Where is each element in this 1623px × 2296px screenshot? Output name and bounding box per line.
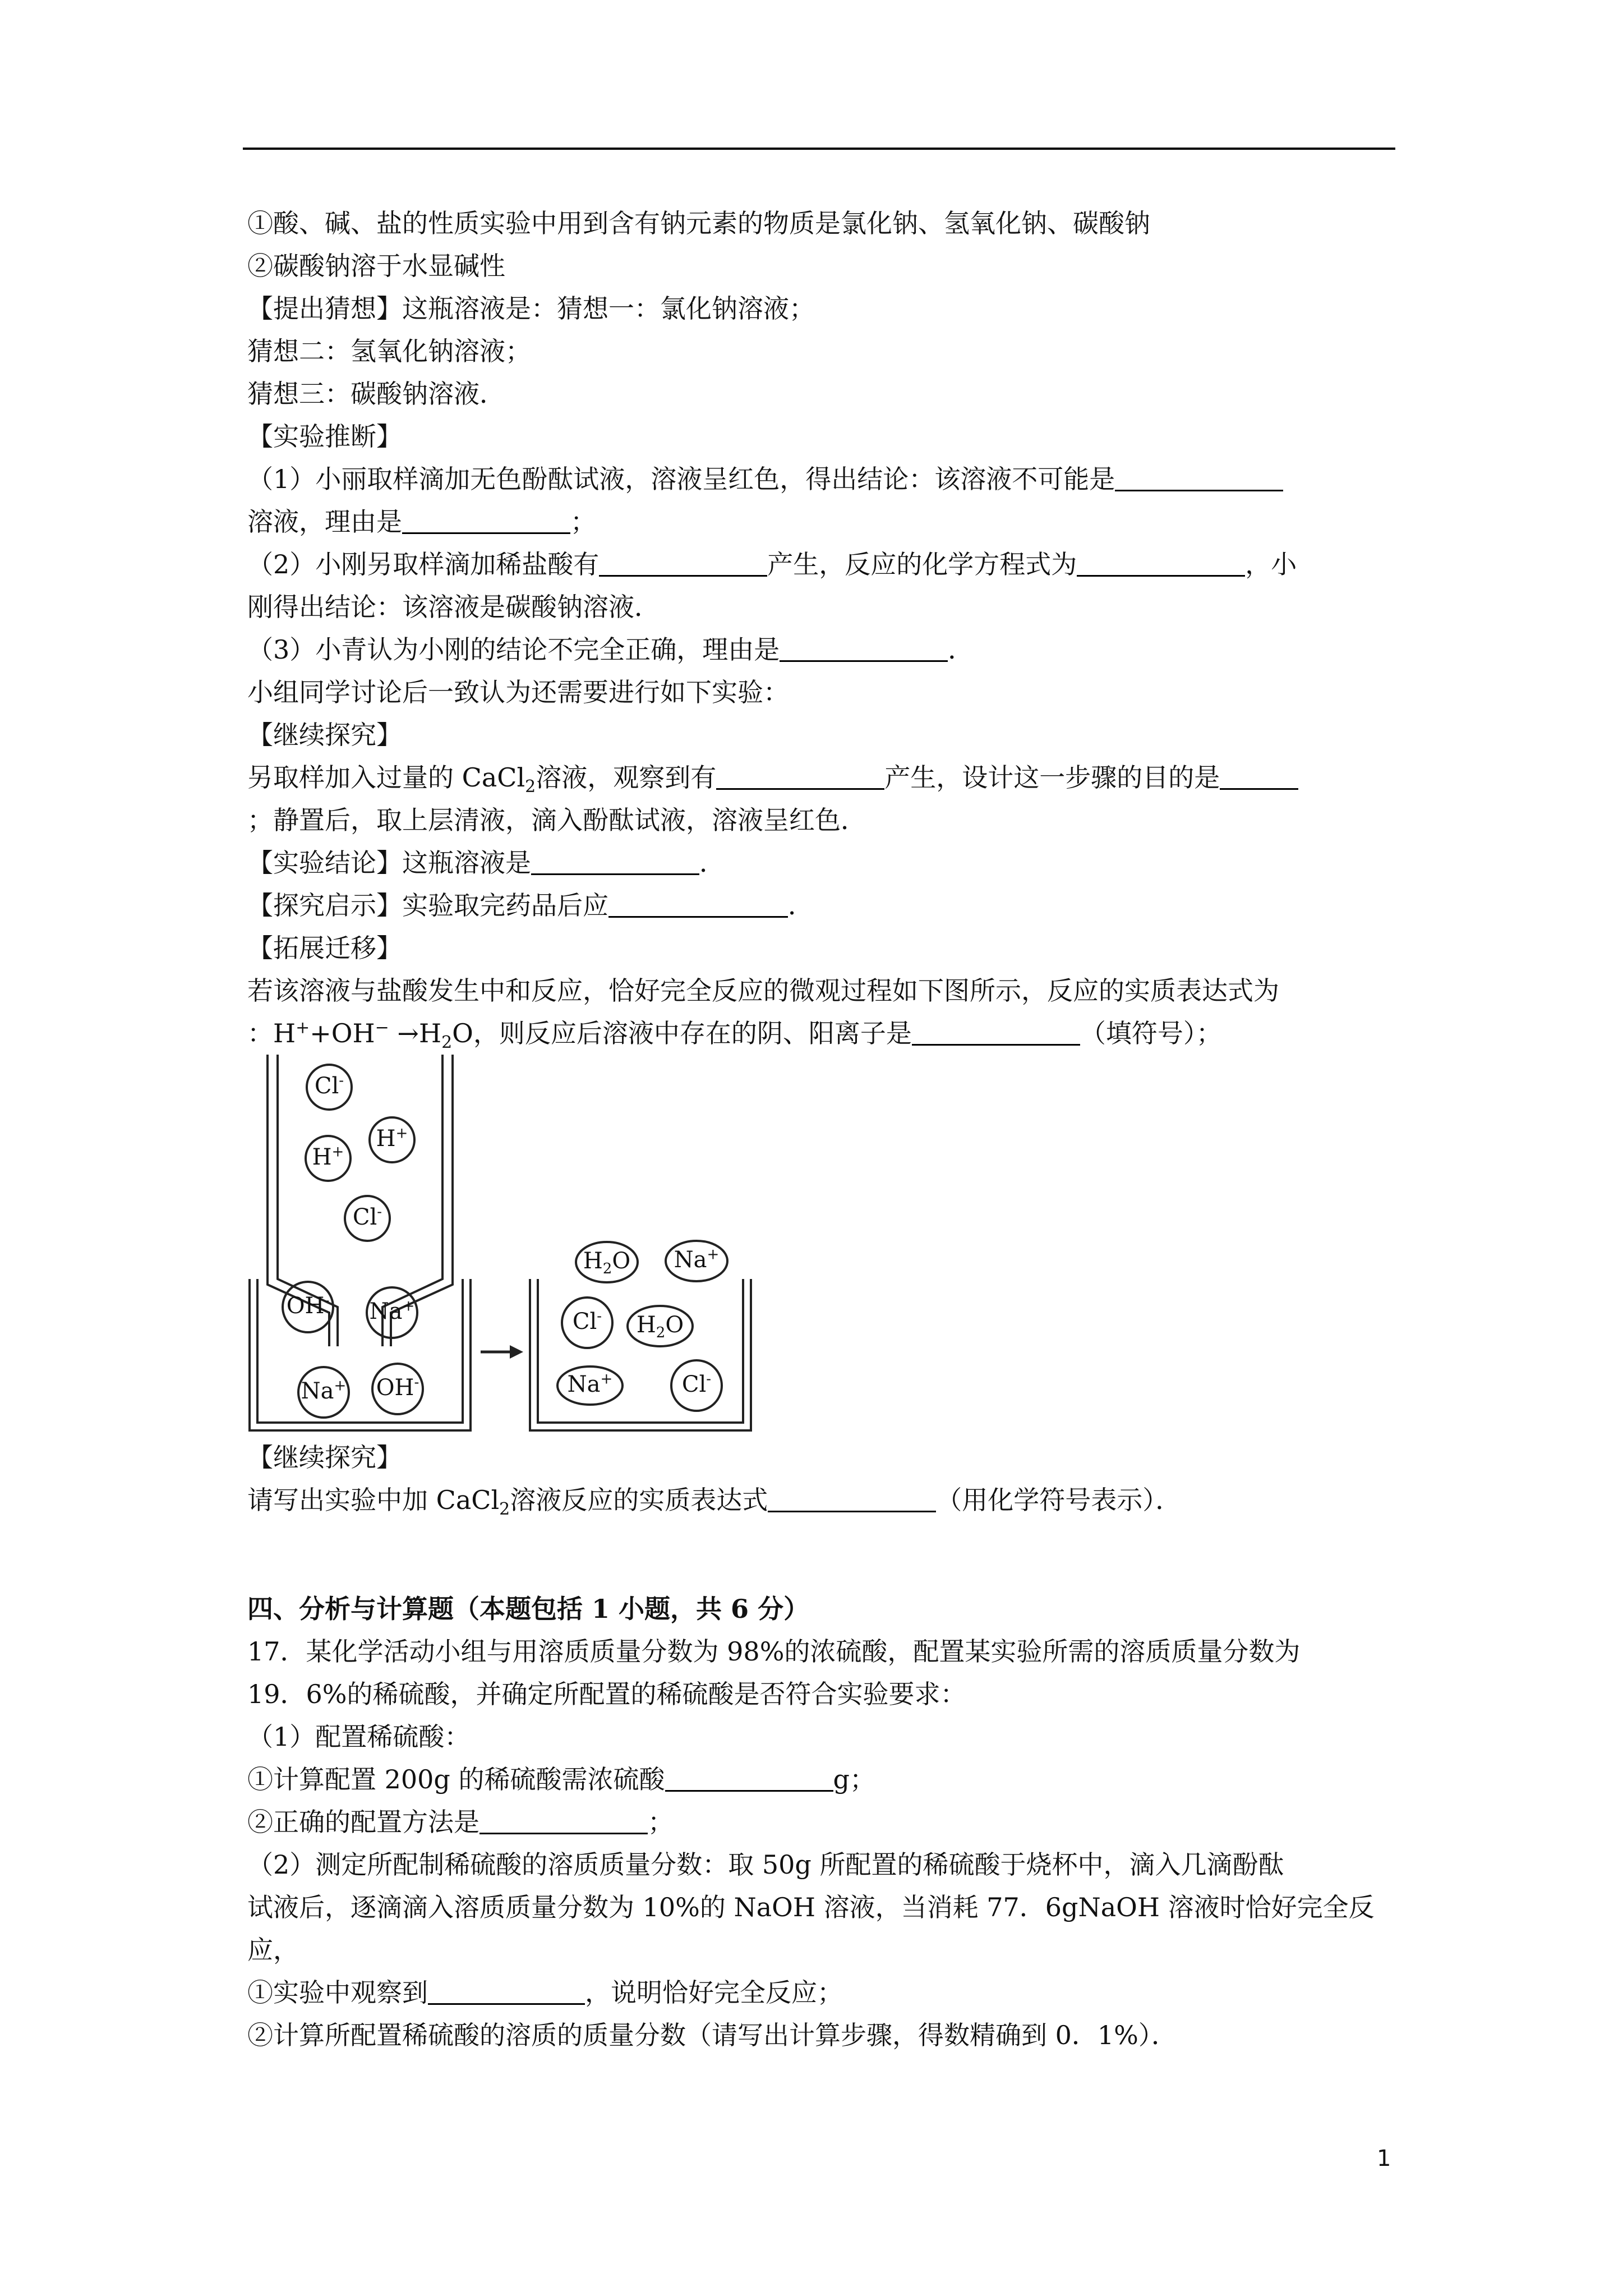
ion-label: Na+ [674, 1246, 720, 1273]
ion-label: Na+ [567, 1370, 613, 1397]
answer-blank[interactable] [1077, 544, 1245, 577]
continue-line-1: 另取样加入过量的 CaCl$_2$溶液，观察到有 产生，设计这一步骤的目的是 [247, 756, 1394, 799]
neutralization-diagram [245, 1055, 755, 1436]
header-rule [243, 148, 1395, 150]
guess-line-1: 【提出猜想】这瓶溶液是：猜想一：氯化钠溶液； [247, 293, 815, 324]
part-1b-line: ②正确的配置方法是 ； [247, 1801, 1394, 1843]
part-2c-line: 应， [247, 1935, 299, 1965]
answer-blank[interactable] [428, 1972, 585, 2005]
guess-line-2: 猜想二：氢氧化钠溶液； [247, 336, 531, 366]
answer-blank[interactable] [716, 757, 884, 790]
extension-line-1: 若该溶液与盐酸发生中和反应，恰好完全反应的微观过程如下图所示，反应的实质表达式为 [247, 976, 1279, 1006]
question-2b: 刚得出结论：该溶液是碳酸钠溶液． [247, 592, 660, 622]
answer-blank[interactable] [780, 629, 948, 662]
question-3: （3）小青认为小刚的结论不完全正确，理由是 ． [247, 628, 1394, 671]
reaction-arrow [510, 1345, 523, 1359]
question-1a: （1）小丽取样滴加无色酚酞试液，溶液呈红色，得出结论：该溶液不可能是 [247, 458, 1394, 500]
answer-blank[interactable] [608, 885, 788, 918]
info-line-2: ②碳酸钠溶于水显碱性 [247, 251, 505, 281]
part-1-line: （1）配置稀硫酸： [247, 1722, 471, 1752]
page-content [247, 202, 1394, 2056]
section-head: 【继续探究】 [247, 720, 402, 750]
answer-blank[interactable] [665, 1759, 833, 1792]
ion-label: Na+ [369, 1297, 415, 1324]
ion-label: Cl- [352, 1203, 382, 1230]
section-head: 【提出猜想】 [247, 293, 402, 324]
section-head: 【继续探究】 [247, 1442, 402, 1473]
answer-blank[interactable] [479, 1801, 648, 1834]
section-head: 【实验结论】 [247, 848, 402, 878]
insight-line: 【探究启示】实验取完药品后应 ． [247, 884, 1394, 927]
answer-blank[interactable] [599, 544, 767, 577]
ion-label: OH- [376, 1374, 419, 1401]
ion-label: Na+ [301, 1377, 347, 1404]
page-number: 1 [1377, 2146, 1391, 2171]
ion-label: $H_2O$ [636, 1312, 684, 1341]
guess-line-3: 猜想三：碳酸钠溶液． [247, 379, 505, 409]
answer-blank[interactable] [768, 1479, 936, 1512]
question-17-a: 17．某化学活动小组与用溶质质量分数为 98%的浓硫酸，配置某实验所需的溶质质量分数为 [247, 1636, 1301, 1667]
info-line-1: ①酸、碱、盐的性质实验中用到含有钠元素的物质是氯化钠、氢氧化钠、碳酸钠 [247, 208, 1150, 238]
ion-label: Cl- [681, 1370, 712, 1397]
part-2b-line: 试液后，逐滴滴入溶质质量分数为 10%的 NaOH 溶液，当消耗 77．6gNaOH 溶液时恰好完全反 [247, 1892, 1375, 1922]
ion-label: Cl- [572, 1308, 602, 1335]
part-2e-line: ②计算所配置稀硫酸的溶质的质量分数（请写出计算步骤，得数精确到 0．1%）． [247, 2020, 1177, 2050]
question-2a: （2）小刚另取样滴加稀盐酸有 产生，反应的化学方程式为 ，小 [247, 543, 1394, 586]
answer-blank[interactable] [402, 501, 570, 534]
ion-label: H+ [376, 1125, 408, 1152]
question-17-b: 19．6%的稀硫酸，并确定所配置的稀硫酸是否符合实验要求： [247, 1679, 966, 1709]
conclusion-line: 【实验结论】这瓶溶液是 ． [247, 841, 1394, 884]
section-head: 【拓展迁移】 [247, 933, 402, 963]
part-1a-line: ①计算配置 200g 的稀硫酸需浓硫酸 g； [247, 1758, 1394, 1801]
section-head: 【实验推断】 [247, 421, 402, 452]
part4-heading: 四、分析与计算题（本题包括 1 小题，共 6 分） [247, 1594, 810, 1624]
discussion-line: 小组同学讨论后一致认为还需要进行如下实验： [247, 677, 789, 707]
ion-label: $H_2O$ [583, 1248, 631, 1277]
answer-blank[interactable] [912, 1013, 1080, 1046]
ion-label: OH- [286, 1292, 330, 1319]
continue-2-line: 请写出实验中加 CaCl$_2$溶液反应的实质表达式 （用化学符号表示）． [247, 1479, 1394, 1521]
section-head: 【探究启示】 [247, 890, 402, 921]
right-beaker [530, 1279, 751, 1430]
part-2d-line: ①实验中观察到 ，说明恰好完全反应； [247, 1971, 1394, 2014]
question-1b: 溶液，理由是 ； [247, 500, 1394, 543]
part-2a-line: （2）测定所配制稀硫酸的溶质质量分数：取 50g 所配置的稀硫酸于烧杯中，滴入几滴酚酞 [247, 1849, 1284, 1880]
ion-label: H+ [312, 1143, 344, 1170]
answer-blank[interactable] [1115, 458, 1283, 491]
extension-line-2: ：$H^++OH^- \to H_2O$，则反应后溶液中存在的阴、阳离子是 （填符号）； [247, 1012, 1394, 1055]
answer-blank[interactable] [1220, 757, 1298, 790]
ion-label: Cl- [314, 1072, 344, 1099]
answer-blank[interactable] [531, 842, 699, 875]
continue-line-2: ；静置后，取上层清液，滴入酚酞试液，溶液呈红色． [247, 805, 866, 835]
